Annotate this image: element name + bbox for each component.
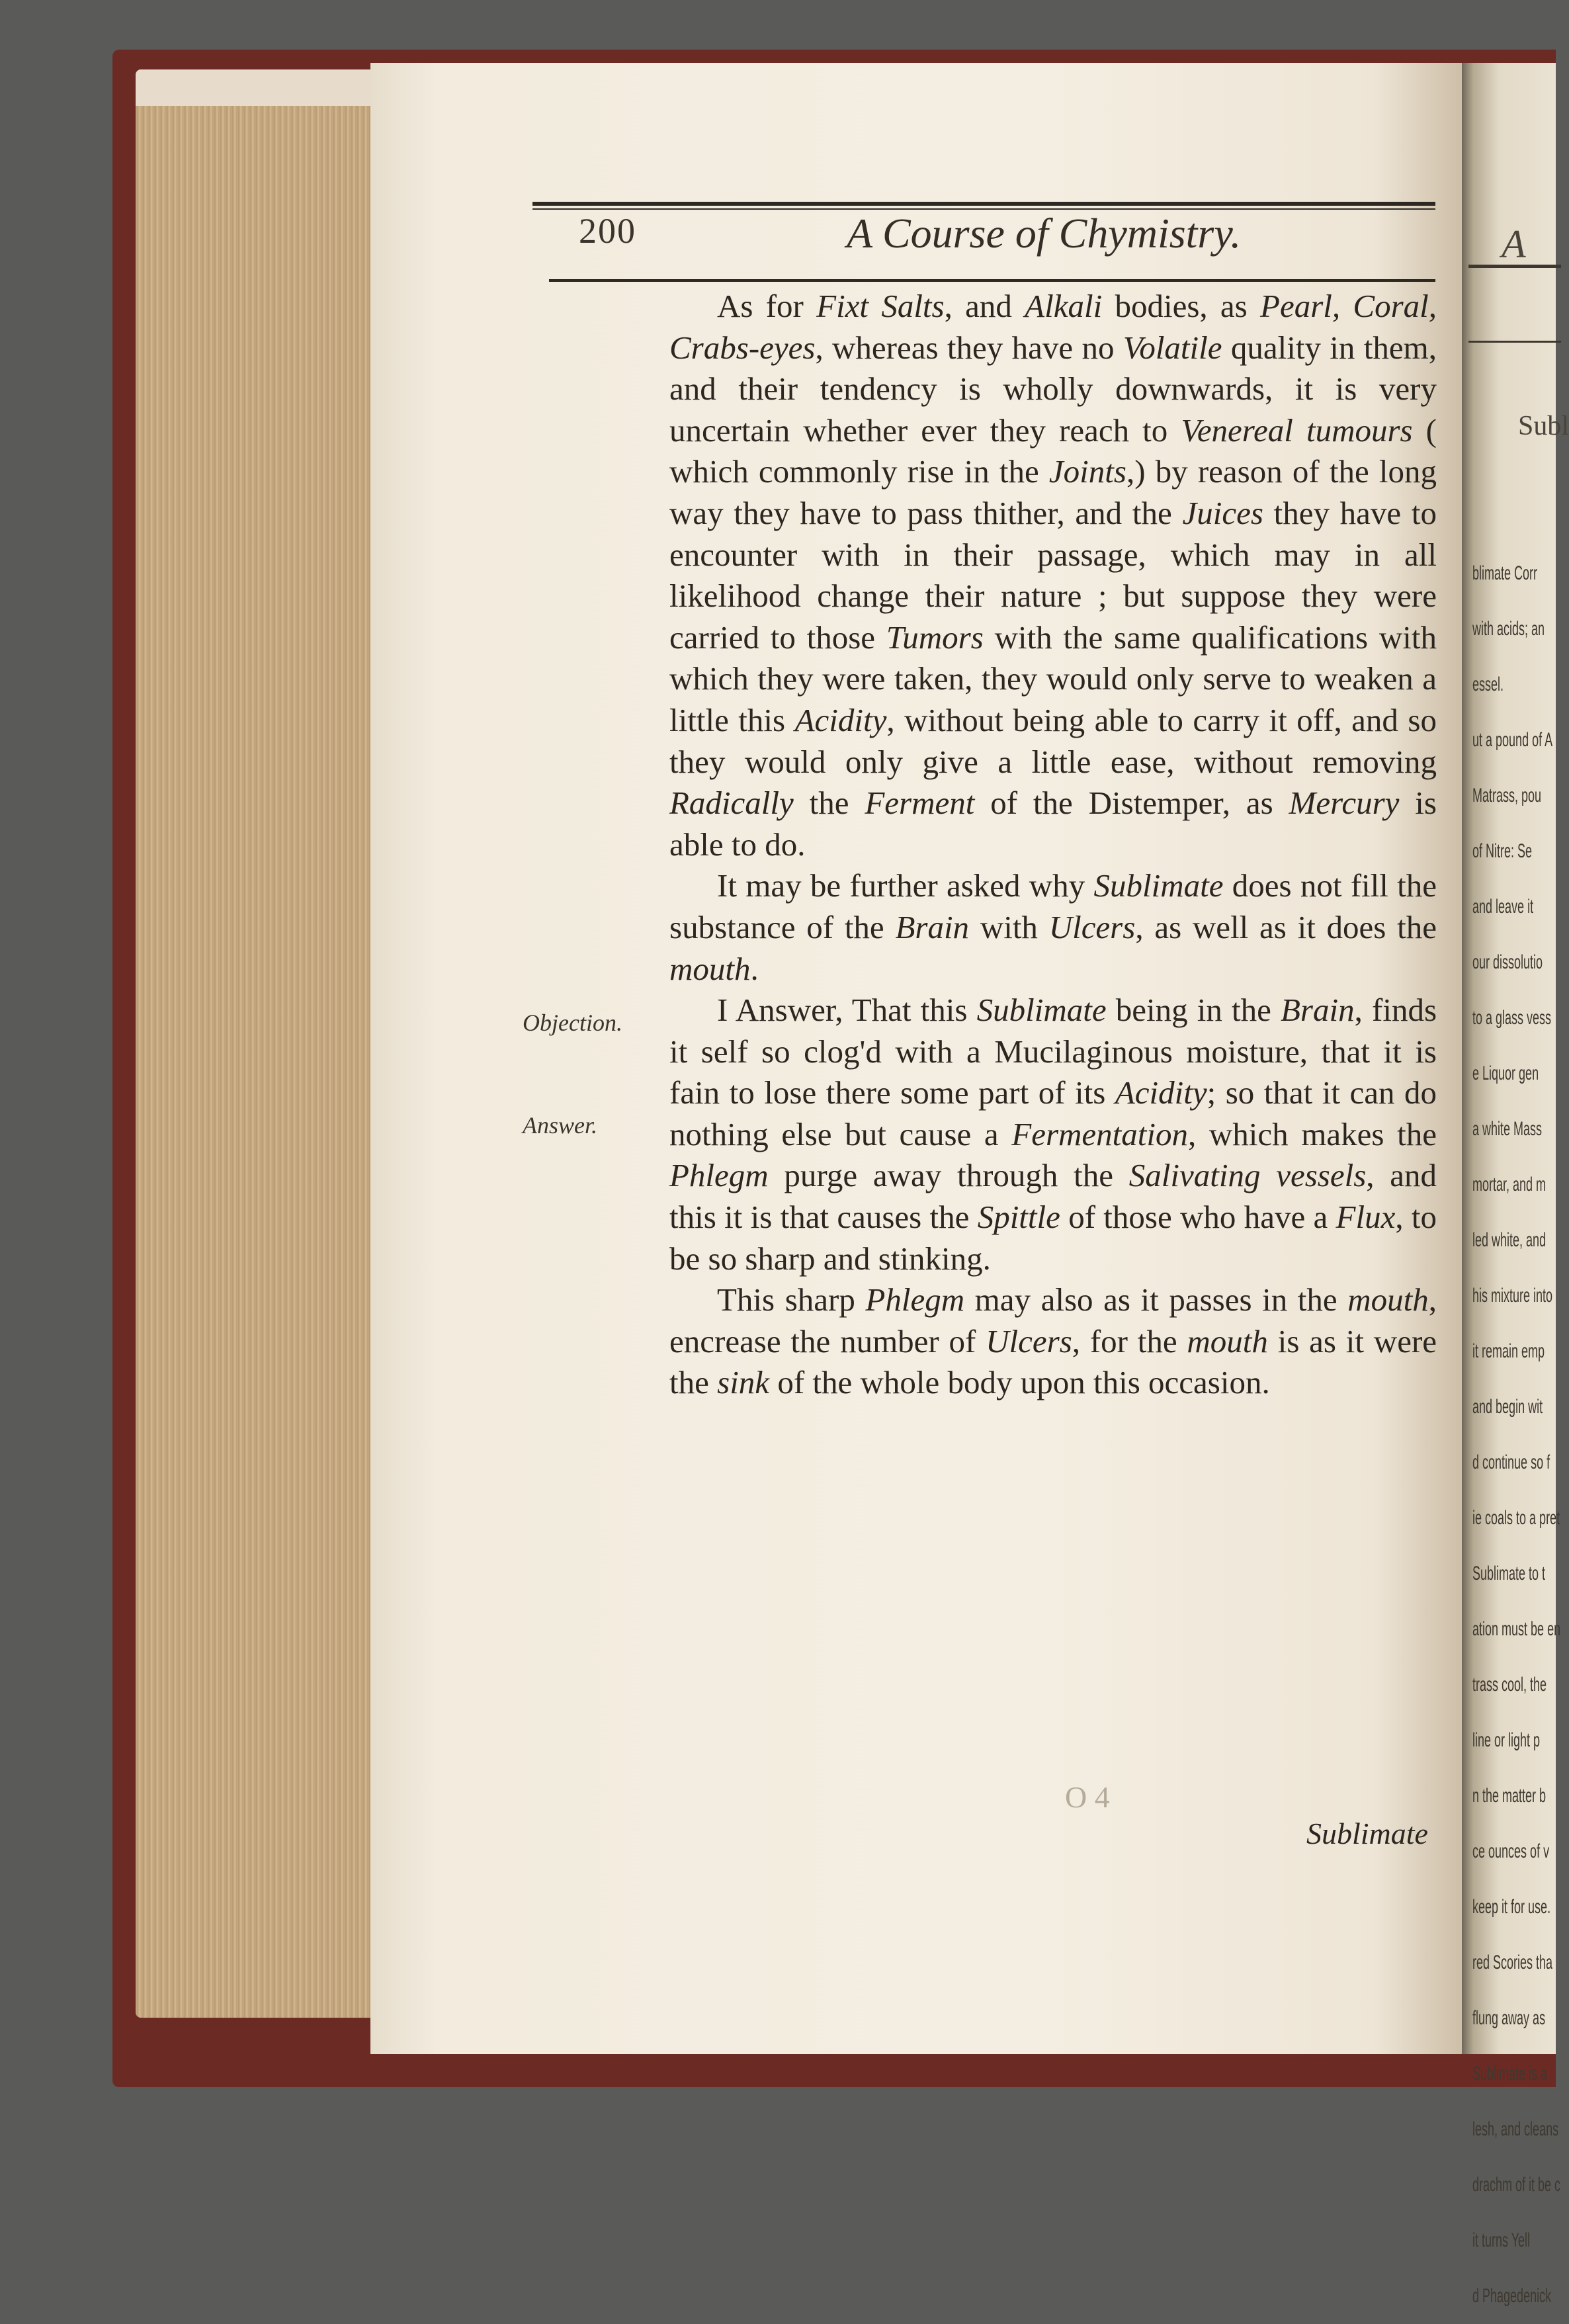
facing-page-line: trass cool, the [1472,1674,1547,1696]
italic-term: Fixt Salts [816,288,945,324]
facing-page-line: it turns Yell [1472,2229,1531,2251]
italic-term: Brain [895,908,970,945]
text-run: with [969,908,1049,945]
italic-term: mouth [1347,1281,1429,1318]
facing-page-line: ut a pound of A [1472,729,1553,751]
text-run: of those who have a [1060,1199,1336,1236]
text-run: they have to encounter with in their passage, which may in all likelihood change their nature ; but suppose they were carried to those [669,494,1437,656]
text-run: does not fill the substance of the [669,867,1437,945]
text-run: ; so that it can do nothing else but cause a [669,1074,1437,1152]
text-run: As for [717,288,817,324]
header-rule-bottom [549,279,1435,282]
running-head: A Course of Chymistry. [847,210,1242,257]
facing-page-line: blimate Corr [1472,562,1538,584]
italic-term: Acidity [794,701,887,738]
facing-page-text [1472,546,1565,2324]
text-run: ( which commonly rise in the [669,411,1437,490]
text-run: , whereas they have no [815,329,1123,366]
italic-term: sink [717,1364,770,1401]
text-run: , as well as it does the [1135,908,1437,945]
text-run: , finds it self so clog'd with a Mucilaginous moisture, that it is fain to lose there some part of its [669,992,1437,1111]
text-run: , encrease the number of [669,1281,1437,1359]
text-run: . [750,950,759,987]
page-number: 200 [579,211,636,251]
italic-term: Sublimate [976,992,1107,1029]
signature-mark: O 4 [1065,1780,1110,1814]
header-rule-top [532,202,1435,206]
facing-page-line: mortar, and m [1472,1174,1547,1195]
italic-term: Acidity [1115,1074,1207,1111]
facing-page-line: red Scories tha [1472,1952,1553,1973]
facing-page-line: e Liquor gen [1472,1062,1539,1084]
italic-term: Fermentation [1011,1115,1189,1152]
text-run: with the same qualifications with which they were taken, they would only serve to weaken a little this [669,619,1437,738]
facing-page-line: his mixture into [1472,1285,1553,1307]
facing-page-line: ation must be en [1472,1618,1561,1640]
italic-term: Ulcers [1048,908,1136,945]
facing-page-line: ce ounces of v [1472,1840,1550,1862]
facing-page-subheading: Subl [1518,411,1569,441]
italic-term: Phlegm [669,1157,769,1194]
body-text [669,286,1437,1404]
facing-page-line: to a glass vess [1472,1007,1552,1029]
italic-term: Flux [1336,1199,1396,1236]
text-run: is as it were the [669,1322,1437,1401]
facing-page-line: it remain emp [1472,1340,1545,1362]
text-run: purge away through the [768,1157,1129,1194]
italic-term: Joints [1048,453,1126,490]
facing-page-line: drachm of it be c [1472,2174,1561,2196]
facing-page-line: our dissolutio [1472,951,1543,973]
italic-term: Spittle [977,1199,1060,1236]
italic-term: Salivating vessels [1128,1157,1367,1194]
text-run: , which makes the [1188,1115,1437,1152]
page-block-edges [136,69,382,2018]
facing-page-line: with acids; an [1472,618,1545,640]
text-run: quality in them, and their tendency is wholly downwards, it is very uncertain whether ever they reach to [669,329,1437,449]
italic-term: Volatile [1123,329,1222,366]
margin-note-answer: Answer. [523,1112,598,1139]
italic-term: Alkali [1025,288,1103,324]
facing-page-line: lesh, and cleans [1472,2118,1559,2140]
italic-term: Mercury [1289,785,1400,822]
text-run: , for the [1072,1322,1187,1359]
italic-term: Brain [1281,992,1355,1029]
facing-page [1462,63,1569,2307]
italic-term: Radically [669,785,794,822]
facing-page-line: led white, and [1472,1229,1547,1251]
text-run: bodies, as [1102,288,1261,324]
text-run: ,) by reason of the long way they have to pass thither, and the [669,453,1437,531]
italic-term: Juices [1182,494,1263,531]
text-run: , to be so sharp and stinking. [669,1199,1437,1277]
italic-term: Pearl, Coral, Crabs-eyes [669,288,1437,366]
text-run: This sharp [717,1281,866,1318]
page-block-top [136,69,382,106]
facing-page-line: and leave it [1472,896,1534,918]
text-run: may also as it passes in the [964,1281,1348,1318]
italic-term: Venereal tumours [1181,411,1413,449]
facing-page-line: and begin wit [1472,1396,1543,1418]
italic-term: Ferment [865,785,975,822]
facing-page-line: d continue so f [1472,1451,1550,1473]
facing-page-line: ie coals to a pret [1472,1507,1560,1529]
italic-term: Sublimate [1093,867,1224,904]
facing-page-line: keep it for use. [1472,1896,1551,1918]
paragraph-objection [669,865,1437,990]
text-run: of the whole body upon this occasion. [769,1364,1270,1401]
facing-page-line: line or light p [1472,1729,1541,1751]
facing-page-line: Sublimate is a [1472,2063,1548,2085]
catchword: Sublimate [1306,1817,1428,1850]
italic-term: mouth [1187,1322,1268,1359]
paragraph-answer [669,990,1437,1279]
facing-page-line: Matrass, pou [1472,785,1542,806]
facing-page-header: A [1502,222,1526,266]
text-run: of the Distemper, as [974,785,1289,822]
facing-page-line: n the matter b [1472,1785,1547,1807]
italic-term: Ulcers [986,1322,1072,1359]
facing-page-line: essel. [1472,673,1504,695]
facing-page-line: d Phagedenick [1472,2285,1552,2307]
italic-term: Tumors [886,619,984,656]
margin-note-objection: Objection. [523,1010,622,1036]
text-run: is able to do. [669,785,1437,863]
paragraph-sharp-phlegm [669,1279,1437,1404]
paragraph-fixt-salts [669,286,1437,865]
text-run: , and [944,288,1025,324]
facing-page-line: Sublimate to t [1472,1563,1546,1584]
text-run: I Answer, That this [717,992,977,1029]
facing-page-line: flung away as [1472,2007,1546,2029]
facing-page-rule-bottom [1468,341,1561,343]
italic-term: Phlegm [865,1281,965,1318]
text-run: , without being able to carry it off, and so they would only give a little ease, without removing [669,701,1437,780]
italic-term: mouth [669,950,751,987]
facing-page-line: of Nitre: Se [1472,840,1533,862]
text-run: , and this it is that causes the [669,1157,1437,1236]
text-run: the [793,785,865,822]
text-run: being in the [1106,992,1281,1029]
facing-page-line: a white Mass [1472,1118,1543,1140]
text-run: It may be further asked why [717,867,1094,904]
